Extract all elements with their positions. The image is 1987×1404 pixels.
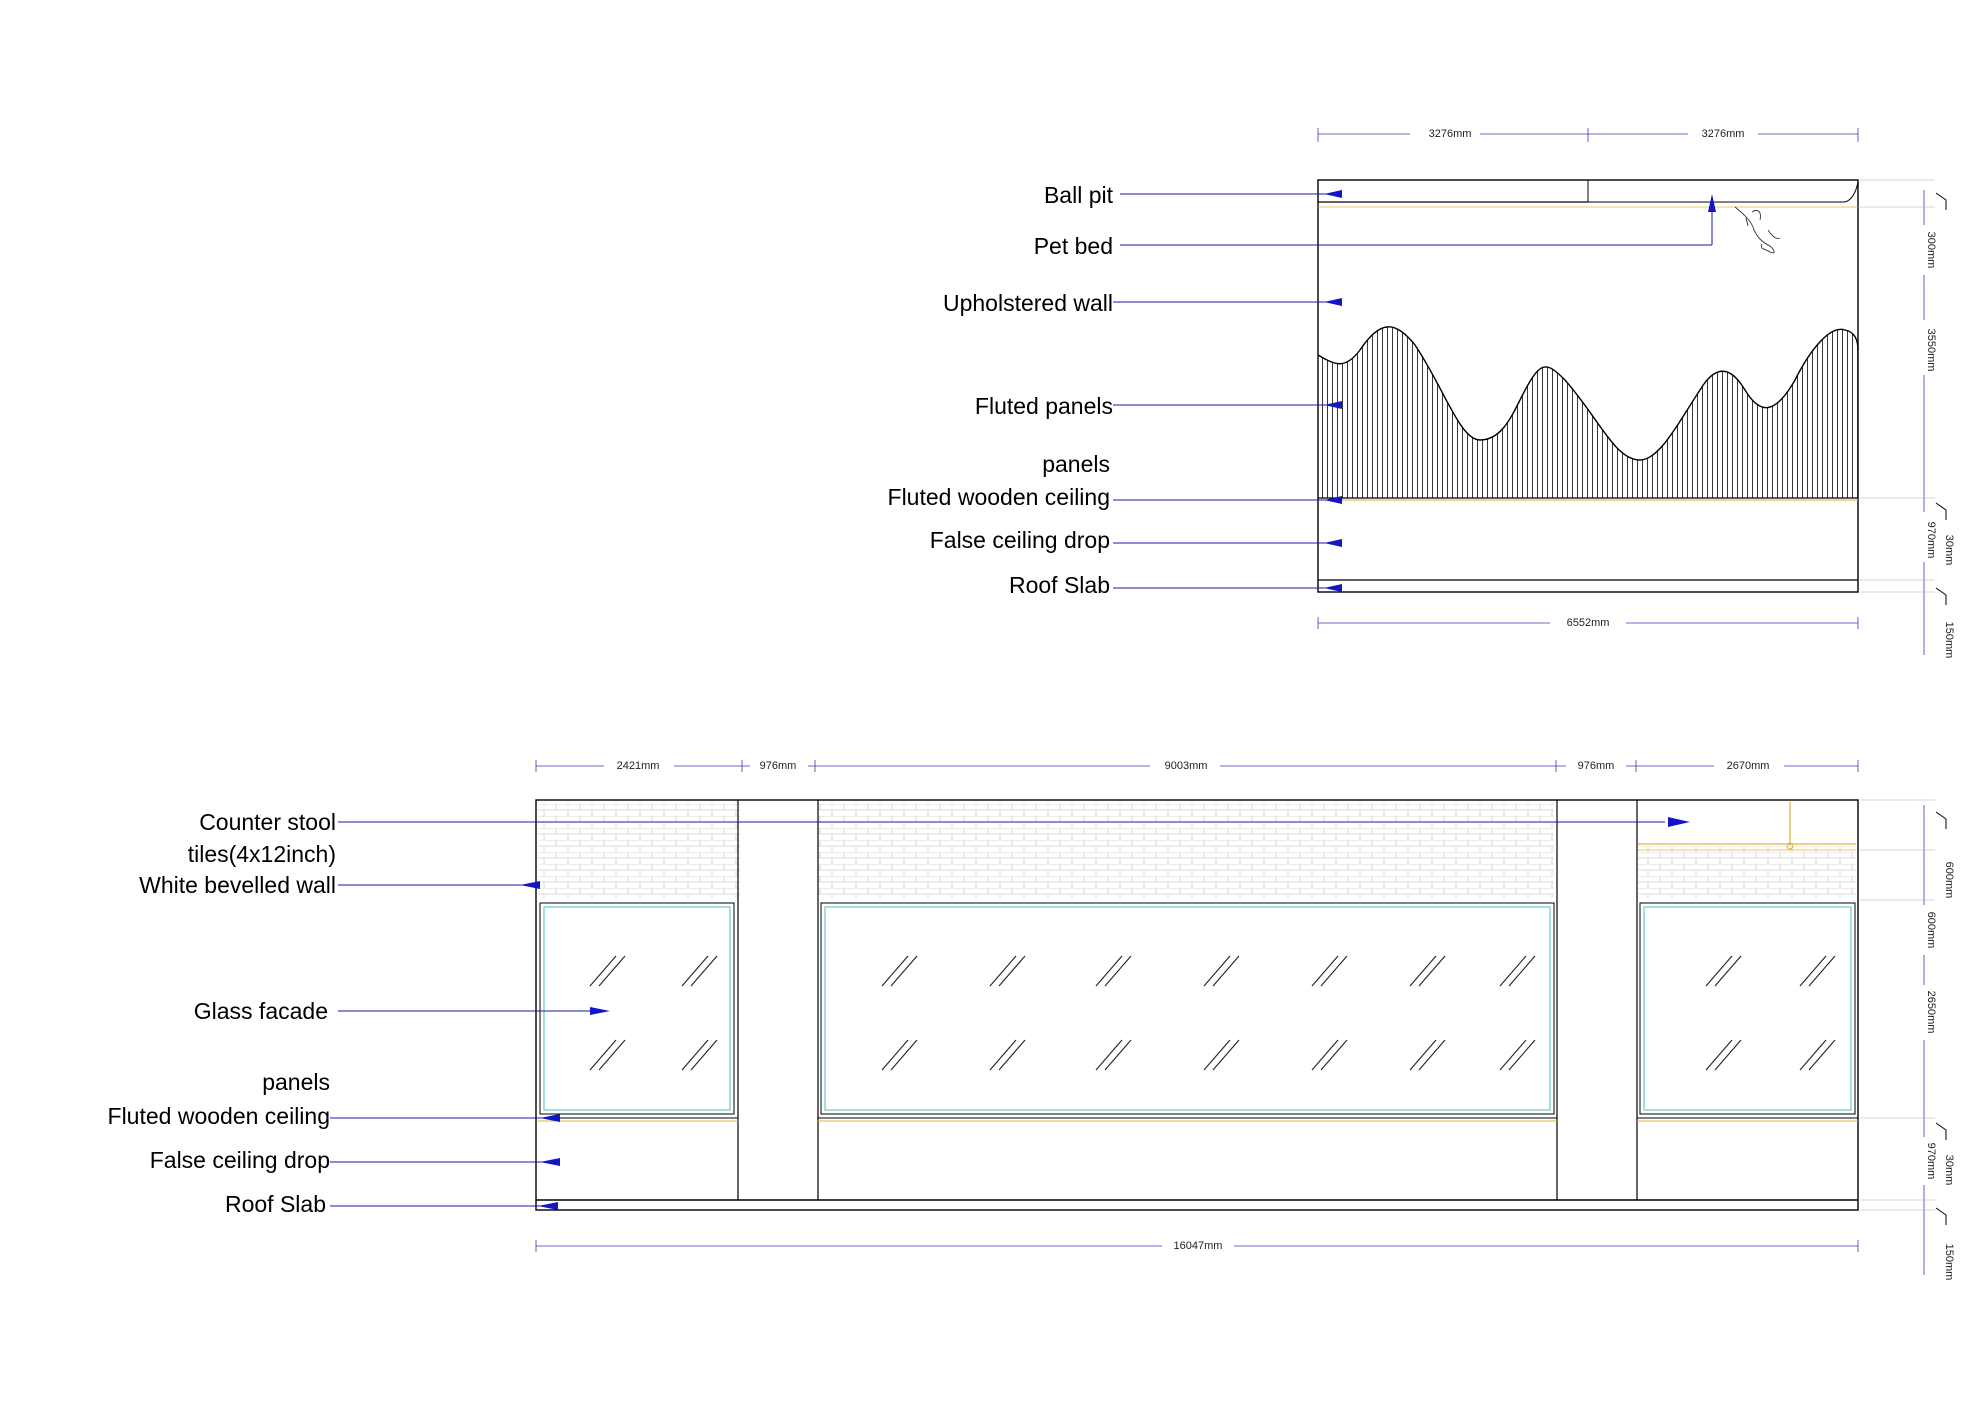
- dim-top-right-1: 3550mm: [1925, 328, 1937, 372]
- label-glass-facade: Glass facade: [193, 998, 328, 1024]
- dim-bottom-right-3: 970mm: [1925, 1142, 1937, 1180]
- dim-top-right-2: 970mm: [1925, 521, 1937, 559]
- bottom-bottom-dimension: [536, 1238, 1858, 1252]
- dim-bottom-right-0: 600mm: [1943, 861, 1955, 899]
- bottom-top-dimension-chain: [536, 758, 1858, 772]
- dim-top-right-3: 30mm: [1943, 534, 1955, 566]
- dim-bottom-top-3: 976mm: [1577, 760, 1615, 772]
- dim-top-left: 3276mm: [1428, 128, 1472, 140]
- top-dimension-line: [1318, 126, 1858, 142]
- ball-pit-strip: [1318, 180, 1858, 207]
- dim-bottom-top-1: 976mm: [759, 760, 797, 772]
- pet-bed-dog-sketch: [1735, 207, 1780, 253]
- label-roof-slab: Roof Slab: [224, 1191, 326, 1217]
- bottom-right-dimensions: [1860, 800, 1955, 1286]
- dim-top-bottom-total: 6552mm: [1566, 617, 1610, 629]
- dim-top-right-4: 150mm: [1943, 621, 1955, 659]
- label-ball-pit: Ball pit: [1043, 182, 1113, 208]
- label-tiles-line1: tiles(4x12inch): [187, 841, 336, 867]
- label-roof-slab: Roof Slab: [1008, 572, 1110, 598]
- dim-bottom-right-1: 600mm: [1925, 911, 1937, 949]
- top-bottom-dimension: [1318, 615, 1858, 629]
- dim-bottom-right-5: 150mm: [1943, 1243, 1955, 1281]
- dim-top-right-0: 300mm: [1925, 231, 1937, 269]
- label-fluted-ceiling-line2: panels: [262, 1069, 330, 1095]
- bottom-ceiling-lines: [536, 1118, 1858, 1200]
- label-tiles-line2: White bevelled wall: [139, 872, 336, 898]
- dim-bottom-right-2: 2650mm: [1925, 990, 1937, 1034]
- label-upholstered-wall: Upholstered wall: [942, 290, 1113, 316]
- label-pet-bed: Pet bed: [1033, 233, 1113, 259]
- fluted-wave-panel: [1318, 320, 1858, 500]
- dim-bottom-top-0: 2421mm: [616, 760, 660, 772]
- label-counter-stool: Counter stool: [199, 809, 336, 835]
- dim-bottom-right-4: 30mm: [1943, 1154, 1955, 1186]
- dim-top-right: 3276mm: [1701, 128, 1745, 140]
- label-fluted-ceiling-line1: Fluted wooden ceiling: [107, 1103, 330, 1129]
- glass-facade-panels: [540, 903, 1855, 1114]
- label-false-ceiling-drop: False ceiling drop: [149, 1147, 330, 1173]
- top-elevation: [888, 126, 1955, 665]
- label-fluted-panels: Fluted panels: [974, 393, 1113, 419]
- label-fluted-ceiling-line2: panels: [1042, 451, 1110, 477]
- dim-bottom-top-4: 2670mm: [1726, 760, 1770, 772]
- bottom-elevation: [108, 758, 1955, 1286]
- dim-bottom-top-2: 9003mm: [1164, 760, 1208, 772]
- label-fluted-ceiling-line1: Fluted wooden ceiling: [887, 484, 1110, 510]
- top-right-dimensions: [1860, 180, 1955, 665]
- dim-bottom-bottom-total: 16047mm: [1173, 1240, 1223, 1252]
- label-false-ceiling-drop: False ceiling drop: [929, 527, 1110, 553]
